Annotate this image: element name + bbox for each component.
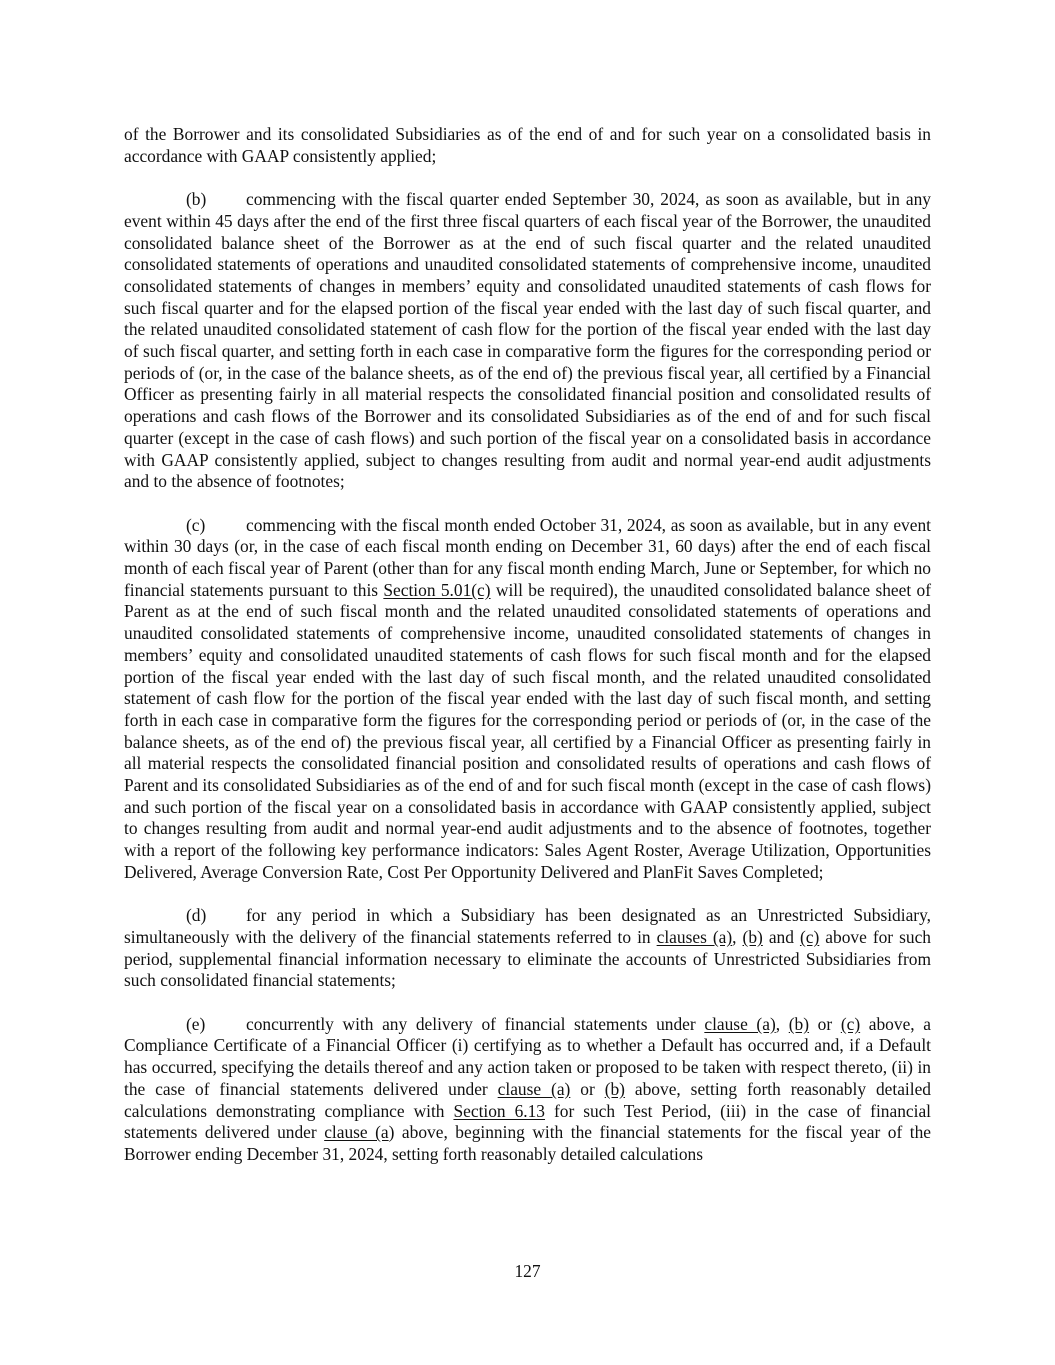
section-reference: Section 5.01(c)	[383, 579, 491, 600]
separator-text: and	[762, 926, 800, 947]
page-number: 127	[514, 1261, 541, 1281]
separator-text: ,	[732, 926, 743, 947]
clause-label: (b)	[186, 189, 207, 210]
paragraph-text: of the Borrower and its consolidated Subsidiaries as of the end of and for such year on a consolidated basis in accordance with GAAP consistently applied;	[124, 124, 931, 166]
clause-reference: (b)	[742, 926, 763, 947]
clause-label: (e)	[186, 1013, 206, 1034]
clause-reference: clause (a	[324, 1122, 389, 1143]
separator-text: or	[809, 1013, 841, 1034]
paragraph-c	[124, 515, 931, 884]
clause-reference: (b)	[604, 1078, 625, 1099]
paragraph-b	[124, 189, 931, 493]
paragraph-text: commencing with the fiscal month ended October 31, 2024, as soon as available, but in any event within 30 days (or, in the case of each fiscal month ending on December 31, 60 days) after the end of each fiscal month of each fiscal year of Parent (other than for any fiscal month ending March, June or September, for which no financial statements pursuant to this	[124, 514, 931, 600]
clause-reference: (c)	[799, 926, 820, 947]
clause-label: (d)	[186, 905, 207, 926]
separator-text: or	[570, 1078, 605, 1099]
clause-reference: (c)	[840, 1013, 861, 1034]
paragraph-text: will be required), the unaudited consolidated balance sheet of Parent as at the end of such fiscal month and the related unaudited consolidated statements of operations and unaudited consolidated statements of comprehensive income, unaudited consolidated statements of changes in members’ equity and consolidated unaudited statements of cash flows for such fiscal month and for the elapsed portion of the fiscal year ended with the last day of such fiscal month, and the related unaudited consolidated statement of cash flow for the portion of the fiscal year ended with the last day of such fiscal month, and setting forth in each case in comparative form the figures for the corresponding period or periods of (or, in the case of the balance sheets, as of the end of) the previous fiscal year, all certified by a Financial Officer as presenting fairly in all material respects the consolidated financial position and consolidated results of operations and cash flows of Parent and its consolidated Subsidiaries as of the end of and for such fiscal month (except in the case of cash flows) and such portion of the fiscal year on a consolidated basis in accordance with GAAP consistently applied, subject to changes resulting from audit and normal year-end audit adjustments and to the absence of footnotes, together with a report of the following key performance indicators: Sales Agent Roster, Average Utilization, Opportunities Delivered, Average Conversion Rate, Cost Per Opportunity Delivered and PlanFit Saves Completed;	[124, 579, 931, 882]
paragraph-text: commencing with the fiscal quarter ended September 30, 2024, as soon as available, but in any event within 45 days after the end of the first three fiscal quarters of each fiscal year of the Borrower, the unaudited consolidated balance sheet of the Borrower as at the end of such fiscal quarter and the related unaudited consolidated statements of operations and unaudited consolidated statements of comprehensive income, unaudited consolidated statements of changes in members’ equity and consolidated unaudited statements of cash flows for such fiscal quarter and for the elapsed portion of the fiscal year ended with the last day of such fiscal quarter, and the related unaudited consolidated statement of cash flow for the portion of the fiscal year ended with the last day of such fiscal quarter, and setting forth in each case in comparative form the figures for the corresponding period or periods of (or, in the case of the balance sheets, as of the end of) the previous fiscal year, all certified by a Financial Officer as presenting fairly in all material respects the consolidated financial position and consolidated results of operations and cash flows of the Borrower and its consolidated Subsidiaries as of the end of and for such fiscal quarter (except in the case of cash flows) and such portion of the fiscal year on a consolidated basis in accordance with GAAP consistently applied, subject to changes resulting from audit and normal year-end audit adjustments and to the absence of footnotes;	[124, 189, 931, 492]
paragraph-text: above for such period, supplemental financial information necessary to eliminate the accounts of Unrestricted Subsidiaries from such consolidated financial statements;	[124, 926, 931, 991]
separator-text: ,	[775, 1013, 789, 1034]
paragraph-e	[124, 1014, 931, 1166]
clause-reference: (b)	[788, 1013, 810, 1034]
paragraph-text: for such Test Period, (iii) in the case of financial statements delivered under	[124, 1100, 931, 1143]
clause-label: (c)	[186, 514, 206, 535]
paragraph-text: for any period in which a Subsidiary has been designated as an Unrestricted Subsidiary, simultaneously with the delivery of the financial statements referred to in	[124, 905, 931, 947]
clause-reference: clause (a)	[497, 1078, 571, 1099]
clause-reference: clause (a)	[704, 1013, 776, 1034]
paragraph-text: above, a Compliance Certificate of a Financial Officer (i) certifying as to whether a Default has occurred and, if a Default has occurred, specifying the details thereof and any action taken or proposed to be taken with respect thereto, (ii) in the case of financial statements delivered under	[124, 1013, 931, 1099]
paragraph-text: above, setting forth reasonably detailed calculations demonstrating compliance with	[124, 1078, 931, 1121]
section-reference: Section 6.13	[453, 1100, 546, 1121]
paragraph-continuation	[124, 124, 931, 167]
paragraph-text: concurrently with any delivery of financial statements under	[246, 1013, 705, 1034]
clause-reference: clauses (a)	[656, 926, 733, 947]
paragraph-text: ) above, beginning with the financial statements for the fiscal year of the Borrower ending December 31, 2024, setting forth reasonably detailed calculations	[124, 1122, 931, 1164]
paragraph-d	[124, 905, 931, 992]
document-page-body	[124, 124, 931, 1187]
